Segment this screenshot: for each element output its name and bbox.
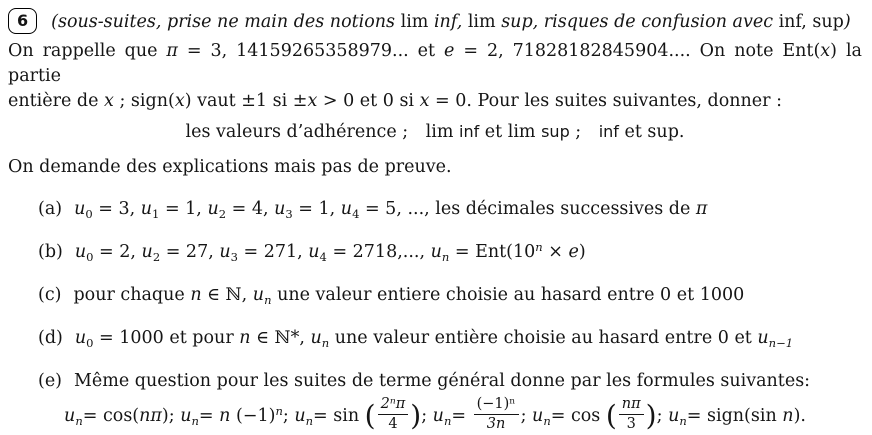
item-e xyxy=(8,369,862,394)
exercise-header xyxy=(8,8,862,35)
item-c-label: (c) xyxy=(38,285,62,305)
item-d-label: (d) xyxy=(38,328,63,348)
item-b xyxy=(8,240,862,265)
item-c-text: pour chaque n ∈ ℕ, $u_n$ une valeur entiere choisie au hasard entre 0 et 1000 xyxy=(73,285,745,307)
item-a-text: $u_0 = 3$, $u_1 = 1$, $u_2 = 4$, $u_3 = 1$, $u_4 = 5$, ..., les décimales successives de π xyxy=(74,199,708,221)
item-d xyxy=(8,326,862,351)
item-a-label: (a) xyxy=(38,199,63,219)
item-e-text: Même question pour les suites de terme général donne par les formules suivantes: xyxy=(74,371,811,391)
intro-paragraph xyxy=(8,39,862,114)
item-c xyxy=(8,283,862,308)
exercise-title: (sous-suites, prise ne main des notions lim inf, lim sup, risques de confusion avec inf, sup) xyxy=(51,12,851,32)
item-e-formulas: $u_n= \cos(n\pi)$; $u_n= n$ $(-1)^n$; $u_n= \sin$ ( $\frac{\text{2ⁿπ}}{4}$ ); $u_n=$ $\frac{\text{(−1)ⁿ}}{3n}$ ; $u_n= \cos$ ( $\frac{n\pi}{3}$ ); $u_n=$ sign(sin n). xyxy=(64,396,806,432)
requirements-line: les valeurs d’adhérence ; lim inf et lim sup ; inf et sup. xyxy=(185,122,685,142)
intro-line-1: On rappelle que π = 3, 14159265358979... et e = 2, 71828182845904.... On note Ent(x) la partie xyxy=(8,41,862,86)
intro-line-2: entière de x ; sign(x) vaut ±1 si ±x > 0 et 0 si x = 0. Pour les suites suivantes, donner : xyxy=(8,91,782,111)
item-b-label: (b) xyxy=(38,242,63,262)
item-a xyxy=(8,197,862,222)
item-b-text: $u_0 = 2$, $u_2 = 27$, $u_3 = 271$, $u_4 = 2718$,..., $u_n = Ent(10^n \times e)$ xyxy=(74,240,586,264)
item-e-label: (e) xyxy=(38,371,63,391)
no-proof-note: On demande des explications mais pas de preuve. xyxy=(8,157,452,177)
item-d-text: $u_0 = 1000$ et pour n ∈ ℕ*, $u_n$ une valeur entière choisie au hasard entre 0 et $u_{n-1}$ xyxy=(74,328,794,350)
exercise-number-badge: 6 xyxy=(8,8,37,34)
